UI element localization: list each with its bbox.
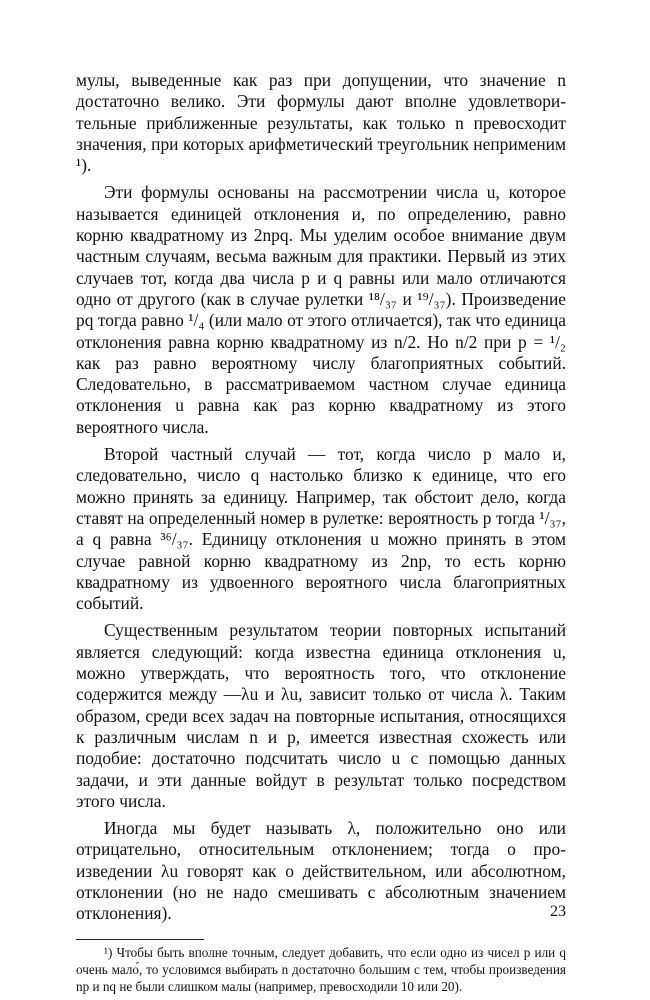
page-number: 23 <box>550 903 566 920</box>
paragraph-1: мулы, выведенные как раз при допущении, что значение n достаточно велико. Эти формулы дают вполне удовлетворительные приближенные результаты, как только n превосходит значения, при которых арифметический треугольник неприменим ¹). <box>76 70 566 176</box>
paragraph-3: Второй частный случай — тот, когда число p мало и, следовательно, число q настолько близко к единице, что его можно принять за единицу. Например, так обстоит дело, когда ставят на определенный номер в рулетке: вероятность p тогда ¹/₃₇, а q равна ³⁶/₃₇. Единицу отклонения u можно принять в этом случае равной корню квадратному из 2np, то есть корню квадратному из удвоенного вероятного числа благоприятных событий. <box>76 444 566 614</box>
paragraph-5: Иногда мы будет называть λ, положительно оно или отрицательно, относительным отклонением; тогда о произведении λu говорят как о действительном, или абсолютном, отклонении (но не надо смешивать с абсолютным значением отклонения). <box>76 818 566 924</box>
paragraph-4: Существенным результатом теории повторных испытаний является следующий: когда известна единица отклонения u, можно утверждать, что вероятность того, что отклонение содержится между —λu и λu, зависит только от числа λ. Таким образом, среди всех задач на повторные испытания, относящихся к различным числам n и p, имеется известная схожесть или подобие: достаточно подсчитать число u с помощью данных задачи, и эти данные войдут в результат только посредством этого числа. <box>76 620 566 811</box>
paragraph-2: Эти формулы основаны на рассмотрении числа u, которое называется единицей отклонения и, по определению, равно корню квадратному из 2npq. Мы уделим особое внимание двум частным случаям, весьма важным для практики. Первый из этих случаев тот, когда два числа p и q равны или мало отличаются одно от другого (как в случае рулетки ¹⁸/₃₇ и ¹⁹/₃₇). Произведение pq тогда равно ¹/₄ (или мало от этого отличается), так что единица отклонения равна корню квадратному из n/2. Но n/2 при p = ¹/₂ как раз равно вероятному числу благоприятных событий. Следовательно, в рассматриваемом частном случае единица отклонения u равна как раз корню квадратному из этого вероятного числа. <box>76 182 566 437</box>
footnote-divider <box>76 939 204 940</box>
book-page <box>76 70 566 995</box>
footnote: ¹) Чтобы быть вполне точным, следует добавить, что если одно из чисел p или q очень мало́, то условимся выбирать n достаточно большим с тем, чтобы произведения np и nq не были слишком малы (например, превосходили 10 или 20). <box>76 944 566 995</box>
